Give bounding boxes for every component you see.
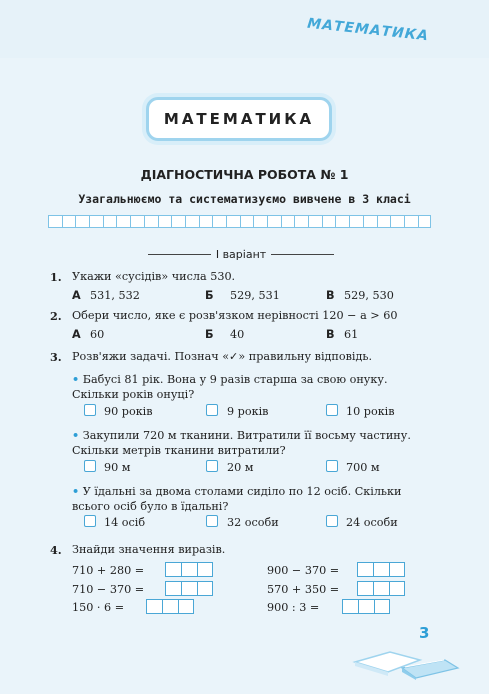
name-cell[interactable] bbox=[363, 215, 377, 228]
problem2-answer3-checkbox[interactable] bbox=[326, 460, 338, 472]
task4-text: Знайди значення виразів. bbox=[72, 543, 226, 556]
corner-subject-label: МАТЕМАТИКА bbox=[306, 15, 430, 45]
name-cell[interactable] bbox=[349, 215, 363, 228]
problem2-answer1: 90 м bbox=[104, 461, 131, 474]
problem3-answer3-checkbox[interactable] bbox=[326, 515, 338, 527]
name-cell[interactable] bbox=[335, 215, 349, 228]
problem3-answer3: 24 особи bbox=[346, 516, 398, 529]
problem1-answer3: 10 років bbox=[346, 405, 395, 418]
bullet-icon: • bbox=[72, 428, 80, 442]
problem2-answer3: 700 м bbox=[346, 461, 380, 474]
task1-number: 1. bbox=[50, 270, 62, 284]
name-cell[interactable] bbox=[281, 215, 295, 228]
problem3-line1: • У їдальні за двома столами сиділо по 12 осіб. Скільки bbox=[72, 484, 402, 498]
task2-option-b[interactable]: 40 bbox=[230, 328, 245, 341]
task1-text: Укажи «сусідів» числа 530. bbox=[72, 270, 236, 283]
name-cell[interactable] bbox=[62, 215, 76, 228]
name-cell[interactable] bbox=[404, 215, 418, 228]
name-cell[interactable] bbox=[390, 215, 404, 228]
task1-option-c[interactable]: 529, 530 bbox=[344, 289, 394, 302]
problem1-answer2-checkbox[interactable] bbox=[206, 404, 218, 416]
page-title: МАТЕМАТИКА bbox=[163, 110, 315, 128]
problem2-answer2-checkbox[interactable] bbox=[206, 460, 218, 472]
title-box bbox=[146, 97, 332, 141]
problem3-answer1-checkbox[interactable] bbox=[84, 515, 96, 527]
name-cell[interactable] bbox=[75, 215, 89, 228]
problem1-answer2: 9 років bbox=[227, 405, 269, 418]
problem1-answer3-checkbox[interactable] bbox=[326, 404, 338, 416]
variant-text: І варіант bbox=[215, 248, 267, 261]
variant-label bbox=[148, 248, 334, 261]
problem2-line1: • Закупили 720 м тканини. Витратили її восьму частину. bbox=[72, 428, 411, 442]
task4-number: 4. bbox=[50, 543, 62, 557]
expr-left-2-answer[interactable] bbox=[165, 581, 213, 596]
expr-left-1: 710 + 280 = bbox=[72, 564, 145, 577]
name-cell[interactable] bbox=[89, 215, 103, 228]
expr-right-2-answer[interactable] bbox=[357, 581, 405, 596]
problem3-answer2-checkbox[interactable] bbox=[206, 515, 218, 527]
page-number: 3 bbox=[419, 624, 430, 642]
task3-text: Розв'яжи задачі. Познач «✓» правильну відповідь. bbox=[72, 350, 373, 363]
name-cell[interactable] bbox=[199, 215, 213, 228]
work-heading: ДІАГНОСТИЧНА РОБОТА № 1 bbox=[140, 167, 349, 182]
task2-option-b-letter: Б bbox=[205, 328, 214, 341]
name-cell[interactable] bbox=[212, 215, 226, 228]
name-cell[interactable] bbox=[48, 215, 62, 228]
problem1-answer1: 90 років bbox=[104, 405, 153, 418]
expr-left-3: 150 · 6 = bbox=[72, 601, 125, 614]
problem3-answer2: 32 особи bbox=[227, 516, 279, 529]
problem2-answer1-checkbox[interactable] bbox=[84, 460, 96, 472]
bullet-icon: • bbox=[72, 484, 80, 498]
task1-option-a-letter: А bbox=[72, 289, 81, 302]
name-cell[interactable] bbox=[103, 215, 117, 228]
name-cell[interactable] bbox=[130, 215, 144, 228]
name-cell[interactable] bbox=[377, 215, 391, 228]
problem1-answer1-checkbox[interactable] bbox=[84, 404, 96, 416]
task2-number: 2. bbox=[50, 309, 62, 323]
name-entry-cells[interactable] bbox=[48, 215, 431, 228]
name-cell[interactable] bbox=[226, 215, 240, 228]
task3-number: 3. bbox=[50, 350, 62, 364]
expr-right-2: 570 + 350 = bbox=[267, 583, 340, 596]
name-cell[interactable] bbox=[116, 215, 130, 228]
name-cell[interactable] bbox=[253, 215, 267, 228]
problem2-answer2: 20 м bbox=[227, 461, 254, 474]
task2-option-c-letter: В bbox=[326, 328, 335, 341]
problem1-line2: Скільки років онуці? bbox=[72, 388, 195, 401]
task1-option-b-letter: Б bbox=[205, 289, 214, 302]
name-cell[interactable] bbox=[171, 215, 185, 228]
task1-option-b[interactable]: 529, 531 bbox=[230, 289, 280, 302]
expr-right-3-answer[interactable] bbox=[342, 599, 390, 614]
expr-left-1-answer[interactable] bbox=[165, 562, 213, 577]
expr-left-3-answer[interactable] bbox=[146, 599, 194, 614]
task1-option-c-letter: В bbox=[326, 289, 335, 302]
name-cell[interactable] bbox=[185, 215, 199, 228]
problem2-line2: Скільки метрів тканини витратили? bbox=[72, 444, 286, 457]
expr-left-2: 710 − 370 = bbox=[72, 583, 145, 596]
task2-option-c[interactable]: 61 bbox=[344, 328, 359, 341]
name-cell[interactable] bbox=[144, 215, 158, 228]
task2-option-a[interactable]: 60 bbox=[90, 328, 105, 341]
problem1-line1: • Бабусі 81 рік. Вона у 9 разів старша за свою онуку. bbox=[72, 372, 388, 386]
name-cell[interactable] bbox=[240, 215, 254, 228]
name-cell[interactable] bbox=[322, 215, 336, 228]
name-cell[interactable] bbox=[267, 215, 281, 228]
task2-text: Обери число, яке є розв'язком нерівності 120 − а > 60 bbox=[72, 309, 398, 322]
name-cell[interactable] bbox=[308, 215, 322, 228]
name-cell[interactable] bbox=[418, 215, 432, 228]
work-subheading: Узагальнюємо та систематизуємо вивчене в 3 класі bbox=[78, 192, 411, 206]
books-icon bbox=[350, 640, 460, 680]
name-cell[interactable] bbox=[158, 215, 172, 228]
expr-right-1: 900 − 370 = bbox=[267, 564, 340, 577]
expr-right-1-answer[interactable] bbox=[357, 562, 405, 577]
bullet-icon: • bbox=[72, 372, 80, 386]
problem3-answer1: 14 осіб bbox=[104, 516, 146, 529]
expr-right-3: 900 : 3 = bbox=[267, 601, 320, 614]
problem3-line2: всього осіб було в їдальні? bbox=[72, 500, 229, 513]
task2-option-a-letter: А bbox=[72, 328, 81, 341]
task1-option-a[interactable]: 531, 532 bbox=[90, 289, 140, 302]
name-cell[interactable] bbox=[294, 215, 308, 228]
